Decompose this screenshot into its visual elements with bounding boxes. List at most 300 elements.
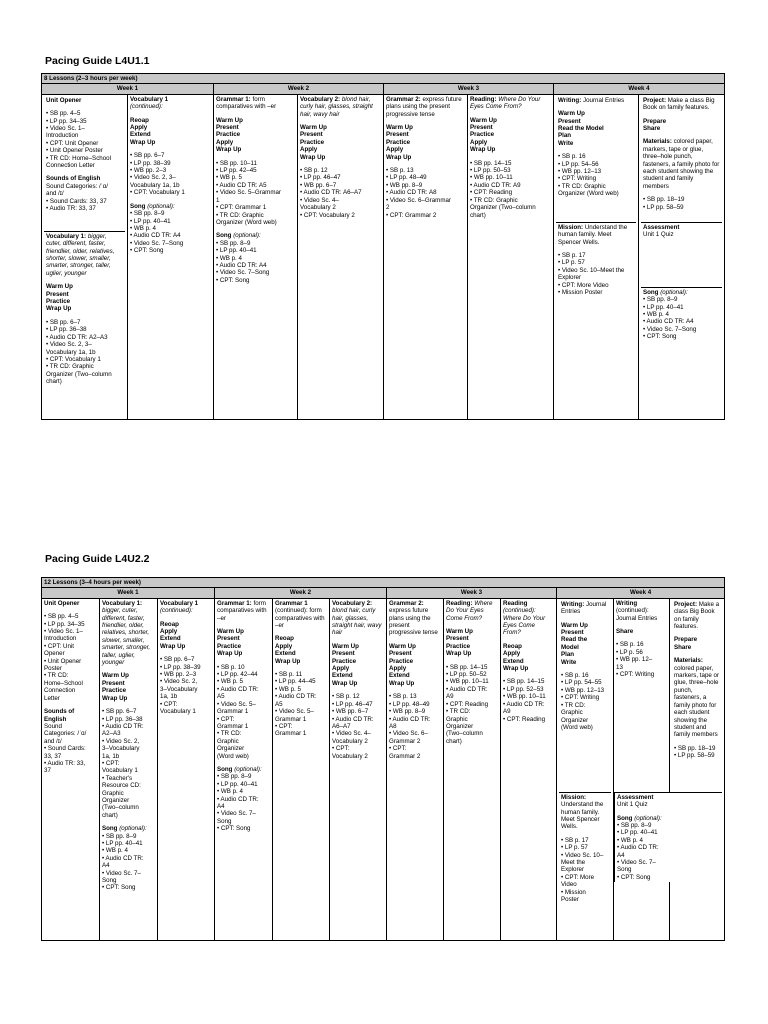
list-line: • Video Sc. 2, xyxy=(102,737,140,745)
list-line: • CPT: Reading xyxy=(446,700,489,708)
bullet-list xyxy=(332,693,384,760)
list-line: • WB p. 4 xyxy=(217,788,243,796)
list-line: Vocabulary 1 xyxy=(160,708,196,716)
cell-subtitle: express future plans using the present progressive tense xyxy=(386,95,462,118)
bullet-list xyxy=(470,160,551,219)
list-line: Present xyxy=(446,635,469,643)
list-line: • LP p. 57 xyxy=(561,844,588,852)
list-line: • WB p. 5 xyxy=(217,678,243,686)
bullet-list xyxy=(102,708,155,819)
guide2-cell-writing-cont xyxy=(614,598,670,940)
list-line: Extend xyxy=(160,635,181,643)
list-line: Warm Up xyxy=(217,628,244,636)
list-line: A6–A7 xyxy=(332,722,351,730)
list-line: • WB pp. 12– xyxy=(616,656,653,664)
list-line: Graphic xyxy=(102,789,124,797)
list-line: Apply xyxy=(216,138,234,146)
list-line: Practice xyxy=(389,657,414,665)
cell-subtitle: (continued): Journal Entries xyxy=(616,607,658,622)
list-line: • LP pp. 48–49 xyxy=(386,174,427,182)
list-line: • WB p. 4 xyxy=(130,224,156,232)
list-line: Share xyxy=(674,643,692,651)
list-line: • SB pp. 4–5 xyxy=(44,613,79,621)
list-line: • Audio CD TR: xyxy=(217,685,259,693)
step-list xyxy=(561,622,609,666)
list-line: Present xyxy=(216,124,239,132)
list-line: • Audio CD TR: A6–A7 xyxy=(300,189,362,197)
list-line: • Video Sc. 7–Song xyxy=(643,325,697,333)
list-line: • SB pp. 6–7 xyxy=(160,656,195,664)
bullet-list xyxy=(561,837,609,904)
list-line: Letter xyxy=(44,694,60,702)
list-line: 1 xyxy=(216,196,220,204)
list-line: • LP pp. 46–47 xyxy=(332,700,373,708)
list-line: Warm Up xyxy=(446,628,473,636)
list-line: • LP pp. 50–53 xyxy=(470,167,511,175)
list-line: A9 xyxy=(446,693,454,701)
list-line: • SB p. 16 xyxy=(561,672,589,680)
list-line: 2 xyxy=(386,204,390,212)
list-line: • CPT: Song xyxy=(216,276,250,284)
list-line: Practice xyxy=(300,138,325,146)
step-list xyxy=(102,672,155,702)
list-line: • LP pp. 40–41 xyxy=(643,303,684,311)
cell-subtitle: form comparatives with –er xyxy=(216,95,277,111)
list-line: • CPT: Grammar 1 xyxy=(216,204,267,212)
bullet-list xyxy=(643,196,720,211)
cell-subtitle: form comparatives with –er xyxy=(217,599,267,622)
list-line: 13 xyxy=(616,663,623,671)
cell-title: Grammar 1 xyxy=(275,599,308,607)
bullet-list xyxy=(130,210,211,254)
list-line: • LP p. 56 xyxy=(616,648,643,656)
cell-title: Grammar 2: xyxy=(386,95,421,103)
list-line: Apply xyxy=(300,146,318,154)
guide2-cell-unit-opener xyxy=(42,598,100,940)
list-line: • WB pp. 2–3 xyxy=(160,671,197,679)
list-line: Plan xyxy=(561,651,575,659)
list-line: Extend xyxy=(130,131,151,139)
section-title: Sounds of English xyxy=(44,708,75,723)
cell-title: Reading: xyxy=(446,599,473,607)
guide2-title: Pacing Guide L4U2.2 xyxy=(45,553,150,565)
list-line: Practice xyxy=(386,138,411,146)
list-line: Practice xyxy=(46,298,71,306)
list-line: • CPT: Writing xyxy=(558,175,597,183)
guide1-title: Pacing Guide L4U1.1 xyxy=(45,55,150,67)
list-line: Meet the xyxy=(561,859,586,867)
list-line: Extend xyxy=(332,672,353,680)
list-line: Apply xyxy=(386,146,404,154)
list-line: • CPT: Unit Opener xyxy=(46,139,99,147)
list-line: Wrap Up xyxy=(389,679,415,687)
list-line: • LP pp. 58–59 xyxy=(674,752,715,760)
bullet-list xyxy=(275,671,327,738)
list-line: A9 xyxy=(503,708,511,716)
list-line: Present xyxy=(217,635,240,643)
cell-subtitle: (continued): form comparatives with –er xyxy=(275,607,325,630)
list-line: • LP pp. 50–52 xyxy=(446,671,487,679)
list-line: • LP pp. 52–53 xyxy=(503,685,544,693)
guide1-cell-grammar1 xyxy=(214,94,298,419)
bullet-list xyxy=(46,319,123,386)
list-line: Vocabulary 1 xyxy=(102,767,138,775)
list-line: • LP pp. 58–59 xyxy=(643,203,684,211)
guide1-cell-vocab2 xyxy=(298,94,384,419)
list-line: • CPT: Song xyxy=(643,333,677,341)
list-line: Opener xyxy=(44,650,65,658)
bullet-list xyxy=(446,664,498,745)
step-list xyxy=(558,110,634,147)
list-line: Extend xyxy=(389,672,410,680)
list-line: • Video Sc. 7– xyxy=(102,869,141,877)
list-line: Share xyxy=(616,628,634,636)
list-line: • CPT: xyxy=(102,759,120,767)
list-line: • LP pp. 40–41 xyxy=(102,840,143,847)
list-line: • Video Sc. 1– xyxy=(46,125,85,133)
guide1-cell-reading xyxy=(468,94,554,419)
list-line: • CPT: xyxy=(217,715,235,723)
list-line: Wrap Up xyxy=(386,153,412,161)
guide1-cell-writing xyxy=(554,94,639,419)
list-line: Vocabulary 2 xyxy=(332,752,368,760)
list-line: Warm Up xyxy=(561,621,588,629)
list-line: • Video Sc. 2, 3– xyxy=(46,341,92,349)
list-line: • Audio CD TR: xyxy=(217,795,259,803)
cell-title: Writing xyxy=(616,599,638,607)
list-line: • CPT: More xyxy=(561,873,595,881)
guide2-cell-writing xyxy=(557,598,614,940)
list-line: 1a, 1b xyxy=(160,693,178,701)
list-line: Wrap Up xyxy=(503,665,529,673)
guide1-table xyxy=(41,73,725,420)
list-line: • Sound Cards: 33, 37 xyxy=(46,197,107,205)
materials-text: colored paper, markers, tape or glue, three–hole punch, fasteners, a family photo for each student showing the student and family members xyxy=(674,664,720,739)
list-line: Apply xyxy=(503,650,521,658)
list-line: • Audio CD TR: xyxy=(617,844,659,852)
list-line: A5 xyxy=(217,693,225,701)
list-line: • Audio CD TR: xyxy=(275,693,317,701)
list-line: • LP pp. 40–41 xyxy=(617,829,658,837)
list-line: • Video Sc. 5–Grammar xyxy=(216,189,281,197)
list-line: Wrap Up xyxy=(160,642,186,650)
list-line: • Audio CD TR: A4 xyxy=(643,318,694,326)
cell-title: Unit Opener xyxy=(44,599,80,607)
section-title: Song xyxy=(643,288,659,296)
list-line: • Audio CD TR: A2–A3 xyxy=(46,333,108,341)
list-line: A2–A3 xyxy=(102,730,121,738)
list-line: Song xyxy=(217,817,232,825)
list-line: • Audio CD TR: xyxy=(102,722,144,730)
list-line: Grammar 1 xyxy=(275,715,307,723)
guide1-cell-vocab1-cont xyxy=(128,94,214,419)
list-line: • WB p. 4 xyxy=(643,311,669,319)
list-line: Sound xyxy=(44,722,62,730)
list-line: Introduction xyxy=(44,635,77,643)
list-line: Song xyxy=(617,866,632,874)
section-title: Song xyxy=(216,232,232,240)
list-line: • WB p. 4 xyxy=(216,254,242,262)
list-line: • Video Sc. 6–Grammar xyxy=(386,196,451,204)
list-line: Read the xyxy=(561,636,588,644)
list-line: Present xyxy=(386,131,409,139)
list-line: • TR CD: xyxy=(561,701,586,709)
list-line: • LP pp. 48–49 xyxy=(389,700,430,708)
list-line: • LP pp. 40–41 xyxy=(216,247,257,255)
list-line: • WB pp. 10–11 xyxy=(470,174,513,182)
list-line: • LP pp. 40–41 xyxy=(217,780,258,788)
cell-subtitle: Journal Entries xyxy=(581,96,625,104)
cell-subtitle: blond hair, curly hair, glasses, straight hair, wavy hair xyxy=(332,607,382,637)
list-line: • TR CD: Graphic xyxy=(46,363,94,371)
list-line: Practice xyxy=(217,642,242,650)
list-line: • CPT: More Video xyxy=(558,281,609,289)
cell-title: Grammar 2: xyxy=(389,599,424,607)
list-line: • Unit Opener Poster xyxy=(46,147,103,155)
list-line: • LP pp. 42–45 xyxy=(216,167,257,175)
bullet-list xyxy=(300,167,381,219)
guide1-cell-project xyxy=(639,94,725,419)
list-line: • CPT: xyxy=(160,700,178,708)
list-line: Apply xyxy=(160,628,178,636)
list-line: and /ɪ/ xyxy=(44,737,62,745)
list-line: • TR CD: Graphic xyxy=(470,196,518,204)
cell-subtitle: Understand the human family. Meet Spencer Wells. xyxy=(558,223,628,246)
step-list xyxy=(674,636,720,651)
section-subtitle: (optional): xyxy=(232,765,262,773)
cell-title: Writing: xyxy=(558,96,582,104)
bullet-list xyxy=(674,745,720,760)
list-line: chart) xyxy=(470,211,486,219)
list-line: • LP pp. 40–41 xyxy=(130,217,171,225)
guide1-cell-grammar2 xyxy=(384,94,468,419)
bullet-list xyxy=(558,252,634,296)
list-line: • WB pp. 2–3 xyxy=(130,167,167,175)
cell-title: Vocabulary 2: xyxy=(300,95,341,103)
list-line: Practice xyxy=(216,131,241,139)
list-line: Video xyxy=(561,881,577,889)
cell-subtitle: (continued): xyxy=(160,607,193,615)
step-list xyxy=(46,283,123,313)
list-line: Read the Model xyxy=(558,125,604,133)
list-line: chart) xyxy=(46,378,62,386)
list-line: • TR CD: Home–School xyxy=(46,154,111,162)
list-line: Apply xyxy=(130,124,148,132)
guide1-week-3: Week 3 xyxy=(384,84,554,94)
list-line: • Sound Cards: xyxy=(44,745,86,753)
bullet-list xyxy=(160,656,212,715)
cell-subtitle: bigger, cuter, different, faster, friendlier, older, relatives, shorter, slower, smaller, smarter, stronger, taller, uglier, younger xyxy=(102,607,151,667)
guide2-cell-vocab2 xyxy=(330,598,387,940)
list-line: • SB pp. 8–9 xyxy=(643,296,678,304)
list-line: and /ɪ/ xyxy=(46,190,64,198)
list-line: • SB pp. 14–15 xyxy=(503,678,545,686)
list-line: • CPT: Writing xyxy=(616,671,655,679)
list-line: Model xyxy=(561,643,579,651)
cell-subtitle: blond hair, curly hair, glasses, straight hair, wavy hair xyxy=(300,95,373,118)
list-line: Home–School xyxy=(44,679,83,687)
list-line: • Video Sc. 1– xyxy=(44,628,83,636)
guide2-cell-vocab1-cont xyxy=(158,598,215,940)
bullet-list xyxy=(389,693,441,760)
list-line: • TR CD: xyxy=(44,672,69,680)
list-line: • SB p. 13 xyxy=(389,693,417,701)
cell-subtitle: Make a class Big Book on family features. xyxy=(674,600,720,631)
list-line: • Video Sc. 2, xyxy=(160,678,198,686)
guide2-week-4: Week 4 xyxy=(557,588,725,598)
guide2-cell-grammar2 xyxy=(387,598,444,940)
list-line: • Video Sc. 7– xyxy=(617,859,656,867)
section-title: Song xyxy=(130,202,146,210)
bullet-list xyxy=(46,183,123,213)
section-title: Song xyxy=(617,814,633,822)
list-line: • SB p. 11 xyxy=(275,671,303,679)
list-line: Practice xyxy=(102,687,127,695)
step-list xyxy=(386,124,465,161)
list-line: • CPT: Grammar 2 xyxy=(386,211,437,219)
list-line: • Video Sc. 7–Song xyxy=(130,239,184,247)
cell-title: Vocabulary 1 xyxy=(160,599,199,607)
guide1-week-1: Week 1 xyxy=(42,84,214,94)
list-line: • CPT: xyxy=(275,722,293,730)
list-line: Wrap Up xyxy=(332,679,358,687)
list-line: Resource CD: xyxy=(102,782,141,790)
section-title: Song xyxy=(102,825,118,833)
list-line: • Audio TR: 33, xyxy=(44,759,86,767)
step-list xyxy=(216,117,295,154)
list-line: • Audio CD TR: xyxy=(389,715,431,723)
cell-subtitle: Where Do Your Eyes Come From? xyxy=(470,95,541,111)
list-line: Sound Categories: /ˈɑ/ xyxy=(46,182,108,190)
list-line: A8 xyxy=(389,722,397,730)
list-line: • Video Sc. 4– xyxy=(332,730,371,738)
cell-subtitle: Understand the human family. Meet Spencer Wells. xyxy=(561,801,604,831)
section-title: Sounds of English xyxy=(46,175,101,183)
list-line: • WB pp. 12–13 xyxy=(558,168,602,176)
list-line: Organizer xyxy=(446,722,474,730)
step-list xyxy=(616,628,667,635)
list-line: • SB p. 12 xyxy=(300,167,328,175)
cell-title: Vocabulary 1: xyxy=(102,599,143,607)
list-line: • WB pp. 10–11 xyxy=(503,693,546,701)
list-line: • SB p. 17 xyxy=(561,836,589,844)
list-line: • TR CD: xyxy=(217,730,242,738)
list-line: Practice xyxy=(470,131,495,139)
list-line: • TR CD: Graphic xyxy=(216,211,264,219)
list-line: • WB pp. 12–13 xyxy=(561,686,605,694)
list-line: • Audio CD TR: xyxy=(332,715,374,723)
list-line: • LP pp. 38–39 xyxy=(160,663,201,671)
list-line: • Video Sc. 5– xyxy=(217,700,256,708)
section-title: Assessment xyxy=(643,223,680,231)
list-line: Grammar 2 xyxy=(389,737,421,745)
list-line: • LP pp. 44–45 xyxy=(275,678,316,686)
cell-title: Vocabulary 1 xyxy=(130,95,169,103)
list-line: Grammar 2 xyxy=(389,752,421,760)
list-line: • Video Sc. 5– xyxy=(275,708,314,716)
cell-title: Vocabulary 1: xyxy=(46,232,87,240)
list-line: Organizer xyxy=(561,716,589,724)
list-line: Explorer xyxy=(558,274,582,282)
list-line: Apply xyxy=(332,665,350,673)
list-line: • Video Sc. 6– xyxy=(389,730,428,738)
list-line: 33, 37 xyxy=(44,752,62,760)
guide2-cell-reading-cont xyxy=(501,598,557,940)
cell-subtitle: Journal Entries xyxy=(561,600,607,616)
list-line: Plan xyxy=(558,132,572,140)
list-line: • CPT: Writing xyxy=(561,694,600,702)
list-line: • SB p. 10 xyxy=(217,663,245,671)
list-line: (Two–column xyxy=(102,804,139,812)
list-line: Prepare xyxy=(674,636,698,644)
guide2-table xyxy=(41,577,725,941)
list-line: • Audio CD TR: A5 xyxy=(216,181,267,189)
list-line: • SB pp. 6–7 xyxy=(102,708,137,716)
section-subtitle: (optional): xyxy=(145,202,175,210)
list-line: • Video Sc. 10– xyxy=(561,851,604,859)
list-line: • Audio CD TR: A9 xyxy=(470,181,521,189)
list-line: Poster xyxy=(561,896,579,904)
list-line: Organizer xyxy=(102,796,130,804)
guide1-week-2: Week 2 xyxy=(214,84,384,94)
step-list xyxy=(389,643,441,687)
list-line: Prepare xyxy=(643,117,667,125)
guide2-week-2: Week 2 xyxy=(215,588,387,598)
guide2-cell-grammar1-cont xyxy=(273,598,330,940)
list-line: 3–Vocabulary xyxy=(160,685,198,693)
list-line: Wrap Up xyxy=(46,305,72,313)
list-line: Explorer xyxy=(561,866,585,874)
step-list xyxy=(130,117,211,147)
guide2-week-1: Week 1 xyxy=(42,588,215,598)
list-line: Extend xyxy=(503,657,524,665)
bullet-list xyxy=(386,167,465,219)
list-line: • Audio CD TR: A8 xyxy=(386,189,437,197)
list-line: (Word web) xyxy=(217,752,249,760)
list-line: • WB pp. 6–7 xyxy=(300,181,337,189)
bullet-list xyxy=(216,240,295,284)
guide2-cell-reading xyxy=(444,598,501,940)
list-line: Warm Up xyxy=(389,642,416,650)
bullet-list xyxy=(216,160,295,227)
cell-subtitle: (continued): Where Do Your Eyes Come From? xyxy=(503,607,546,637)
bullet-list xyxy=(643,296,720,340)
list-line: • WB p. 4 xyxy=(102,847,128,855)
section-title: Assessment xyxy=(617,793,654,801)
list-line: • LP pp. 42–44 xyxy=(217,671,258,679)
list-line: • LP pp. 38–39 xyxy=(130,159,171,167)
list-line: Vocabulary 1a, 1b xyxy=(46,348,96,356)
list-line: Organizer (Word web) xyxy=(558,190,619,198)
section-subtitle: (optional): xyxy=(632,814,662,822)
section-title: Song xyxy=(217,765,233,773)
list-line: 37 xyxy=(44,767,51,775)
list-line: • SB pp. 8–9 xyxy=(217,773,252,781)
list-line: Organizer xyxy=(217,745,245,753)
guide2-cell-grammar1 xyxy=(215,598,273,940)
list-line: • SB pp. 10–11 xyxy=(216,159,257,167)
list-line: • CPT: Song xyxy=(617,873,651,881)
list-line: • WB pp. 8–9 xyxy=(389,708,426,716)
list-line: Organizer (Two–column xyxy=(470,204,536,212)
list-line: • Mission Poster xyxy=(558,289,603,297)
list-line: Vocabulary 1a, 1b xyxy=(130,181,180,189)
list-line: Practice xyxy=(332,657,357,665)
list-line: Organizer (Word web) xyxy=(216,218,277,226)
list-line: 1a, 1b xyxy=(102,752,120,760)
assessment-text: Unit 1 Quiz xyxy=(643,231,674,239)
cell-subtitle: Where Do Your Eyes Come From? xyxy=(446,599,493,622)
